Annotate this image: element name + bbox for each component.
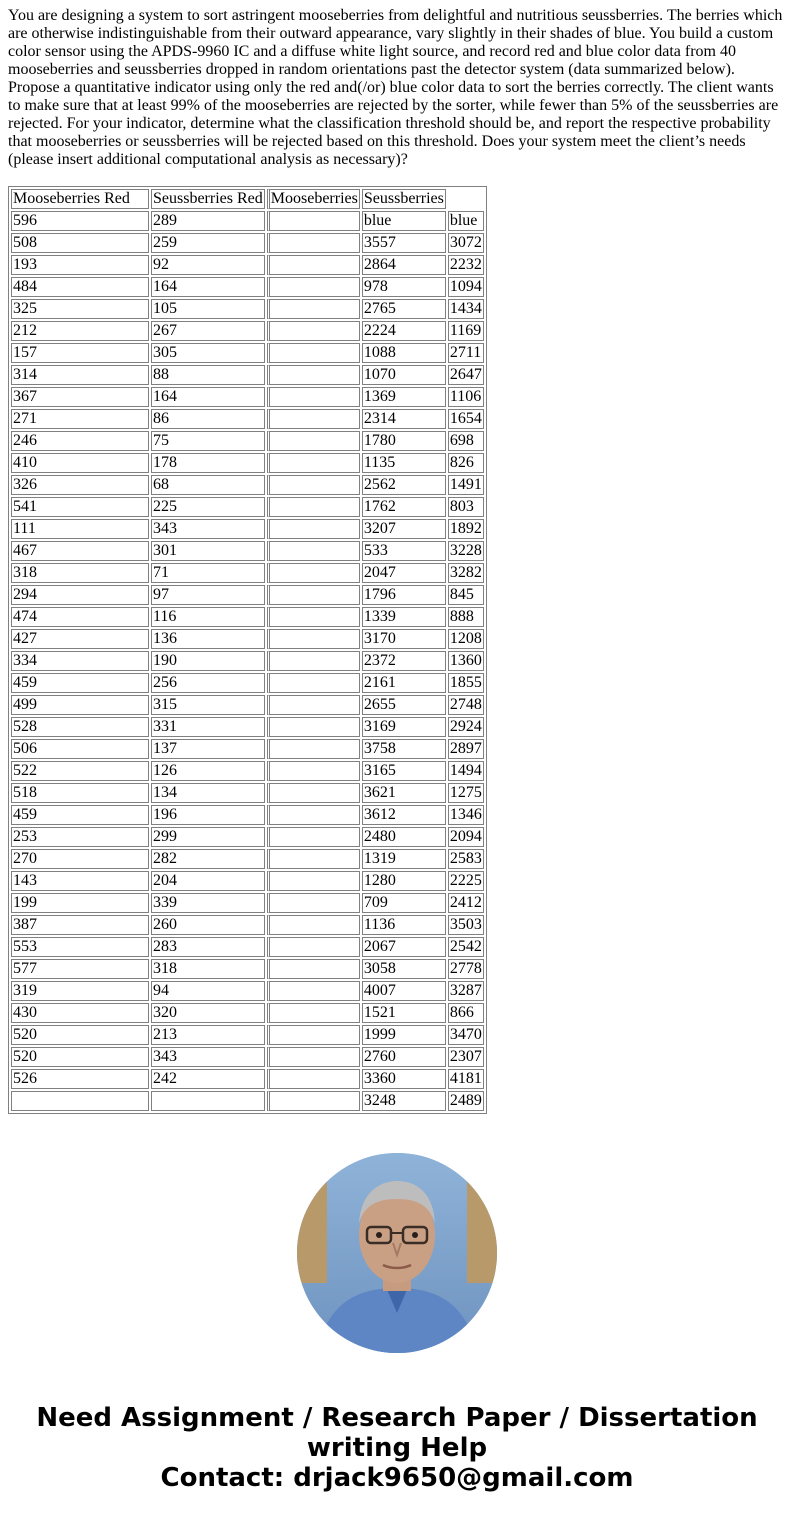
table-cell: 111 [11, 519, 149, 539]
table-cell: 1855 [449, 674, 482, 691]
table-cell: 1491 [449, 476, 482, 493]
table-row [11, 475, 484, 495]
table-cell: 2480 [362, 827, 446, 847]
table-cell: 866 [448, 1003, 484, 1023]
table-cell: 3758 [362, 739, 446, 759]
table-cell: 137 [151, 739, 265, 759]
table-cell: 299 [151, 827, 265, 847]
table-cell: 105 [151, 299, 265, 319]
table-cell: 2224 [362, 321, 446, 341]
table-row [11, 871, 484, 891]
table-cell: 459 [11, 805, 149, 825]
table-cell [267, 805, 360, 825]
table-cell [267, 387, 360, 407]
table-cell: 526 [11, 1069, 149, 1089]
table-cell [267, 981, 360, 1001]
table-cell [267, 783, 360, 803]
table-row [11, 937, 484, 957]
table-cell [267, 453, 360, 473]
table-cell: 410 [11, 453, 149, 473]
table-cell: 2924 [449, 718, 482, 735]
table-cell: 4007 [362, 981, 446, 1001]
table-cell: 2314 [362, 409, 446, 429]
table-cell [267, 673, 360, 693]
table-cell: 314 [11, 365, 149, 385]
table-cell: 92 [151, 255, 265, 275]
table-cell: blue [362, 211, 446, 231]
table-cell: 271 [11, 409, 149, 429]
table-cell: 242 [151, 1069, 265, 1089]
table-header-cell: Seussberries [363, 190, 444, 207]
banner-line-2: writing Help [306, 1433, 488, 1463]
table-cell: 2161 [362, 673, 446, 693]
table-cell: 2647 [449, 366, 482, 383]
table-cell: 213 [151, 1025, 265, 1045]
table-cell [267, 761, 360, 781]
table-cell: 2232 [449, 256, 482, 273]
table-cell: 367 [11, 387, 149, 407]
table-cell: 520 [11, 1047, 149, 1067]
table-cell [267, 585, 360, 605]
table-cell: 3503 [449, 916, 482, 933]
banner-line-3: Contact: drjack9650@gmail.com [160, 1463, 634, 1493]
table-cell: 319 [11, 981, 149, 1001]
table-cell: 1369 [362, 387, 446, 407]
table-cell [267, 541, 360, 561]
table-cell: 3228 [449, 542, 482, 559]
table-cell: 260 [151, 915, 265, 935]
table-row [11, 1069, 484, 1089]
table-cell: 2307 [449, 1048, 482, 1065]
table-row [11, 277, 484, 297]
table-row [11, 805, 484, 825]
table-header-row [11, 189, 484, 209]
table-cell: 199 [11, 893, 149, 913]
table-cell: 2047 [362, 563, 446, 583]
table-cell: blue [448, 211, 484, 231]
table-cell: 294 [11, 585, 149, 605]
table-cell: 499 [11, 695, 149, 715]
table-cell: 97 [151, 585, 265, 605]
table-cell: 86 [151, 409, 265, 429]
table-header-cell: Mooseberries Red [11, 189, 149, 209]
table-cell: 270 [11, 849, 149, 869]
table-row [11, 739, 484, 759]
table-cell [267, 519, 360, 539]
table-cell: 305 [151, 343, 265, 363]
table-cell [267, 893, 360, 913]
table-cell: 2094 [449, 828, 482, 845]
table-cell: 1339 [362, 607, 446, 627]
table-row [11, 783, 484, 803]
table-cell: 2897 [449, 740, 482, 757]
table-cell: 430 [11, 1003, 149, 1023]
table-cell: 2562 [362, 475, 446, 495]
table-cell [267, 409, 360, 429]
table-cell: 143 [11, 871, 149, 891]
table-cell: 845 [448, 585, 484, 605]
table-cell: 301 [151, 541, 265, 561]
table-row [11, 255, 484, 275]
table-cell [267, 915, 360, 935]
table-cell: 2748 [449, 696, 482, 713]
table-cell: 68 [151, 475, 265, 495]
table-cell: 1070 [362, 365, 446, 385]
table-row [11, 541, 484, 561]
table-cell [151, 1091, 265, 1111]
table-cell: 387 [11, 915, 149, 935]
table-cell: 253 [11, 827, 149, 847]
table-cell: 343 [151, 1047, 265, 1067]
table-cell: 826 [448, 453, 484, 473]
table-cell: 3621 [362, 783, 446, 803]
table-cell: 698 [448, 431, 484, 451]
table-cell: 1762 [362, 497, 446, 517]
table-cell [267, 431, 360, 451]
table-cell: 2778 [449, 960, 482, 977]
table-cell [267, 563, 360, 583]
table-cell: 3170 [362, 629, 446, 649]
person-photo-icon [297, 1153, 497, 1353]
table-cell: 94 [151, 981, 265, 1001]
table-row [11, 1003, 484, 1023]
table-cell [11, 1091, 149, 1111]
table-cell [267, 651, 360, 671]
table-cell [267, 871, 360, 891]
table-row [11, 673, 484, 693]
table-cell: 116 [151, 607, 265, 627]
table-row [11, 651, 484, 671]
table-cell: 1319 [362, 849, 446, 869]
table-cell: 1360 [449, 652, 482, 669]
table-cell: 553 [11, 937, 149, 957]
table-row [11, 1025, 484, 1045]
table-cell [267, 695, 360, 715]
table-cell: 1135 [362, 453, 446, 473]
table-cell: 1169 [448, 321, 484, 341]
table-cell: 318 [151, 959, 265, 979]
table-row [11, 585, 484, 605]
table-cell: 1275 [449, 784, 482, 801]
table-cell: 3072 [449, 234, 482, 251]
table-cell: 1346 [449, 806, 482, 823]
table-row [11, 387, 484, 407]
table-cell: 134 [151, 783, 265, 803]
table-cell [267, 959, 360, 979]
table-cell: 334 [11, 651, 149, 671]
table-cell [267, 937, 360, 957]
table-cell: 204 [151, 871, 265, 891]
table-cell: 1780 [362, 431, 446, 451]
table-cell: 326 [11, 475, 149, 495]
table-cell: 2489 [449, 1092, 482, 1109]
table-cell [267, 827, 360, 847]
table-row [11, 409, 484, 429]
table-cell: 259 [151, 233, 265, 253]
question-text: You are designing a system to sort astringent mooseberries from delightful and nutritious seussberries. The berries which are otherwise indistinguishable from their outward appearance, vary slightly in their shades of blue. You build a custom color sensor using the APDS-9960 IC and a diffuse white light source, and record red and blue color data from 40 mooseberries and seussberries dropped in random orientations past the detector system (data summarized below). Propose a quantitative indicator using only the red and(/or) blue color data to sort the berries correctly. The client wants to make sure that at least 99% of the mooseberries are rejected by the sorter, while fewer than 5% of the seussberries are rejected. For your indicator, determine what the classification threshold should be, and report the respective probability that mooseberries or seussberries will be rejected based on this threshold. Does your system meet the client’s needs (please insert additional computational analysis as necessary)? [8, 7, 783, 168]
table-cell: 331 [151, 717, 265, 737]
table-row [11, 959, 484, 979]
table-cell [267, 1069, 360, 1089]
table-row [11, 431, 484, 451]
table-cell: 325 [11, 299, 149, 319]
table-cell: 3248 [362, 1091, 446, 1111]
table-row [11, 827, 484, 847]
table-cell: 246 [11, 431, 149, 451]
table-cell: 343 [151, 519, 265, 539]
table-cell: 1654 [449, 410, 482, 427]
table-cell: 256 [151, 673, 265, 693]
table-cell: 315 [151, 695, 265, 715]
author-avatar [297, 1153, 497, 1353]
table-cell: 3169 [362, 717, 446, 737]
table-row [11, 629, 484, 649]
table-cell [267, 849, 360, 869]
table-cell: 474 [11, 607, 149, 627]
table-cell: 157 [11, 343, 149, 363]
table-row [11, 981, 484, 1001]
table-row [11, 365, 484, 385]
table-cell [267, 343, 360, 363]
table-cell: 283 [151, 937, 265, 957]
table-cell: 75 [151, 431, 265, 451]
table-cell: 1521 [362, 1003, 446, 1023]
table-row [11, 695, 484, 715]
table-cell: 978 [362, 277, 446, 297]
table-header-cell: Seussberries Red [153, 190, 263, 207]
table-cell: 1796 [362, 585, 446, 605]
table-cell: 1088 [362, 343, 446, 363]
table-cell: 1434 [449, 300, 482, 317]
table-cell: 577 [11, 959, 149, 979]
table-cell: 3470 [449, 1026, 482, 1043]
table-header-cell [448, 189, 484, 209]
table-cell: 136 [151, 629, 265, 649]
table-cell: 459 [11, 673, 149, 693]
table-cell: 282 [151, 849, 265, 869]
banner-line-1: Need Assignment / Research Paper / Dissertation [36, 1403, 758, 1433]
table-cell [267, 497, 360, 517]
table-cell: 225 [151, 497, 265, 517]
table-cell: 3287 [449, 982, 482, 999]
table-cell: 1136 [362, 915, 446, 935]
table-row [11, 321, 484, 341]
table-cell: 178 [151, 453, 265, 473]
table-row [11, 915, 484, 935]
table-cell: 2583 [449, 850, 482, 867]
table-cell [267, 277, 360, 297]
table-row [11, 497, 484, 517]
table-cell: 3360 [362, 1069, 446, 1089]
table-cell [267, 1091, 360, 1111]
table-cell: 1208 [449, 630, 482, 647]
table-cell: 2864 [362, 255, 446, 275]
table-cell: 318 [11, 563, 149, 583]
table-cell: 1094 [449, 278, 482, 295]
table-cell [267, 475, 360, 495]
table-cell: 2711 [448, 343, 484, 363]
table-cell: 518 [11, 783, 149, 803]
table-cell: 709 [362, 893, 446, 913]
table-cell: 212 [11, 321, 149, 341]
table-cell: 533 [362, 541, 446, 561]
contact-banner [0, 1403, 794, 1493]
table-row [11, 299, 484, 319]
table-cell: 2412 [449, 894, 482, 911]
table-row [11, 1091, 484, 1111]
table-cell [267, 255, 360, 275]
table-cell [267, 233, 360, 253]
table-header-cell: Mooseberries [267, 189, 360, 209]
table-cell [267, 629, 360, 649]
table-cell [267, 211, 360, 231]
table-cell [267, 717, 360, 737]
table-body [11, 189, 484, 1111]
table-cell: 164 [151, 277, 265, 297]
table-row [11, 563, 484, 583]
table-cell: 3282 [449, 564, 482, 581]
berry-data-table [8, 186, 487, 1114]
table-cell [267, 299, 360, 319]
table-cell: 520 [11, 1025, 149, 1045]
table-cell [267, 365, 360, 385]
table-cell: 193 [11, 255, 149, 275]
table-cell: 541 [11, 497, 149, 517]
table-cell: 2765 [362, 299, 446, 319]
table-cell [267, 607, 360, 627]
table-row [11, 717, 484, 737]
table-row [11, 519, 484, 539]
table-cell: 522 [11, 761, 149, 781]
table-cell: 1494 [449, 762, 482, 779]
table-cell: 3557 [362, 233, 446, 253]
table-cell [267, 1025, 360, 1045]
table-cell: 506 [11, 739, 149, 759]
table-row [11, 893, 484, 913]
table-row [11, 849, 484, 869]
table-cell: 289 [151, 211, 265, 231]
table-cell: 888 [448, 607, 484, 627]
table-cell: 3612 [362, 805, 446, 825]
table-cell: 71 [151, 563, 265, 583]
table-cell: 267 [151, 321, 265, 341]
table-cell: 3165 [362, 761, 446, 781]
table-row [11, 607, 484, 627]
table-cell: 2542 [449, 938, 482, 955]
table-row [11, 233, 484, 253]
table-cell [267, 1047, 360, 1067]
table-row [11, 453, 484, 473]
table-cell: 2760 [362, 1047, 446, 1067]
table-row [11, 761, 484, 781]
table-cell: 320 [151, 1003, 265, 1023]
table-cell: 1106 [448, 387, 484, 407]
table-cell: 196 [151, 805, 265, 825]
table-cell: 2225 [449, 872, 482, 889]
table-cell: 484 [11, 277, 149, 297]
table-cell: 88 [151, 365, 265, 385]
table-cell: 2655 [362, 695, 446, 715]
table-cell [267, 321, 360, 341]
table-cell: 1892 [449, 520, 482, 537]
table-cell: 596 [11, 211, 149, 231]
table-row [11, 1047, 484, 1067]
table-cell: 1999 [362, 1025, 446, 1045]
table-cell [267, 1003, 360, 1023]
table-cell: 164 [151, 387, 265, 407]
table-cell: 126 [151, 761, 265, 781]
table-cell: 2372 [362, 651, 446, 671]
table-cell: 4181 [449, 1070, 482, 1087]
table-cell: 3207 [362, 519, 446, 539]
table-row [11, 211, 484, 231]
table-cell: 528 [11, 717, 149, 737]
table-cell: 803 [448, 497, 484, 517]
table-cell [267, 739, 360, 759]
table-cell: 427 [11, 629, 149, 649]
table-cell: 3058 [362, 959, 446, 979]
table-cell: 190 [151, 651, 265, 671]
table-cell: 2067 [362, 937, 446, 957]
table-cell: 508 [11, 233, 149, 253]
table-cell: 1280 [362, 871, 446, 891]
table-cell: 467 [11, 541, 149, 561]
table-row [11, 343, 484, 363]
table-cell: 339 [151, 893, 265, 913]
